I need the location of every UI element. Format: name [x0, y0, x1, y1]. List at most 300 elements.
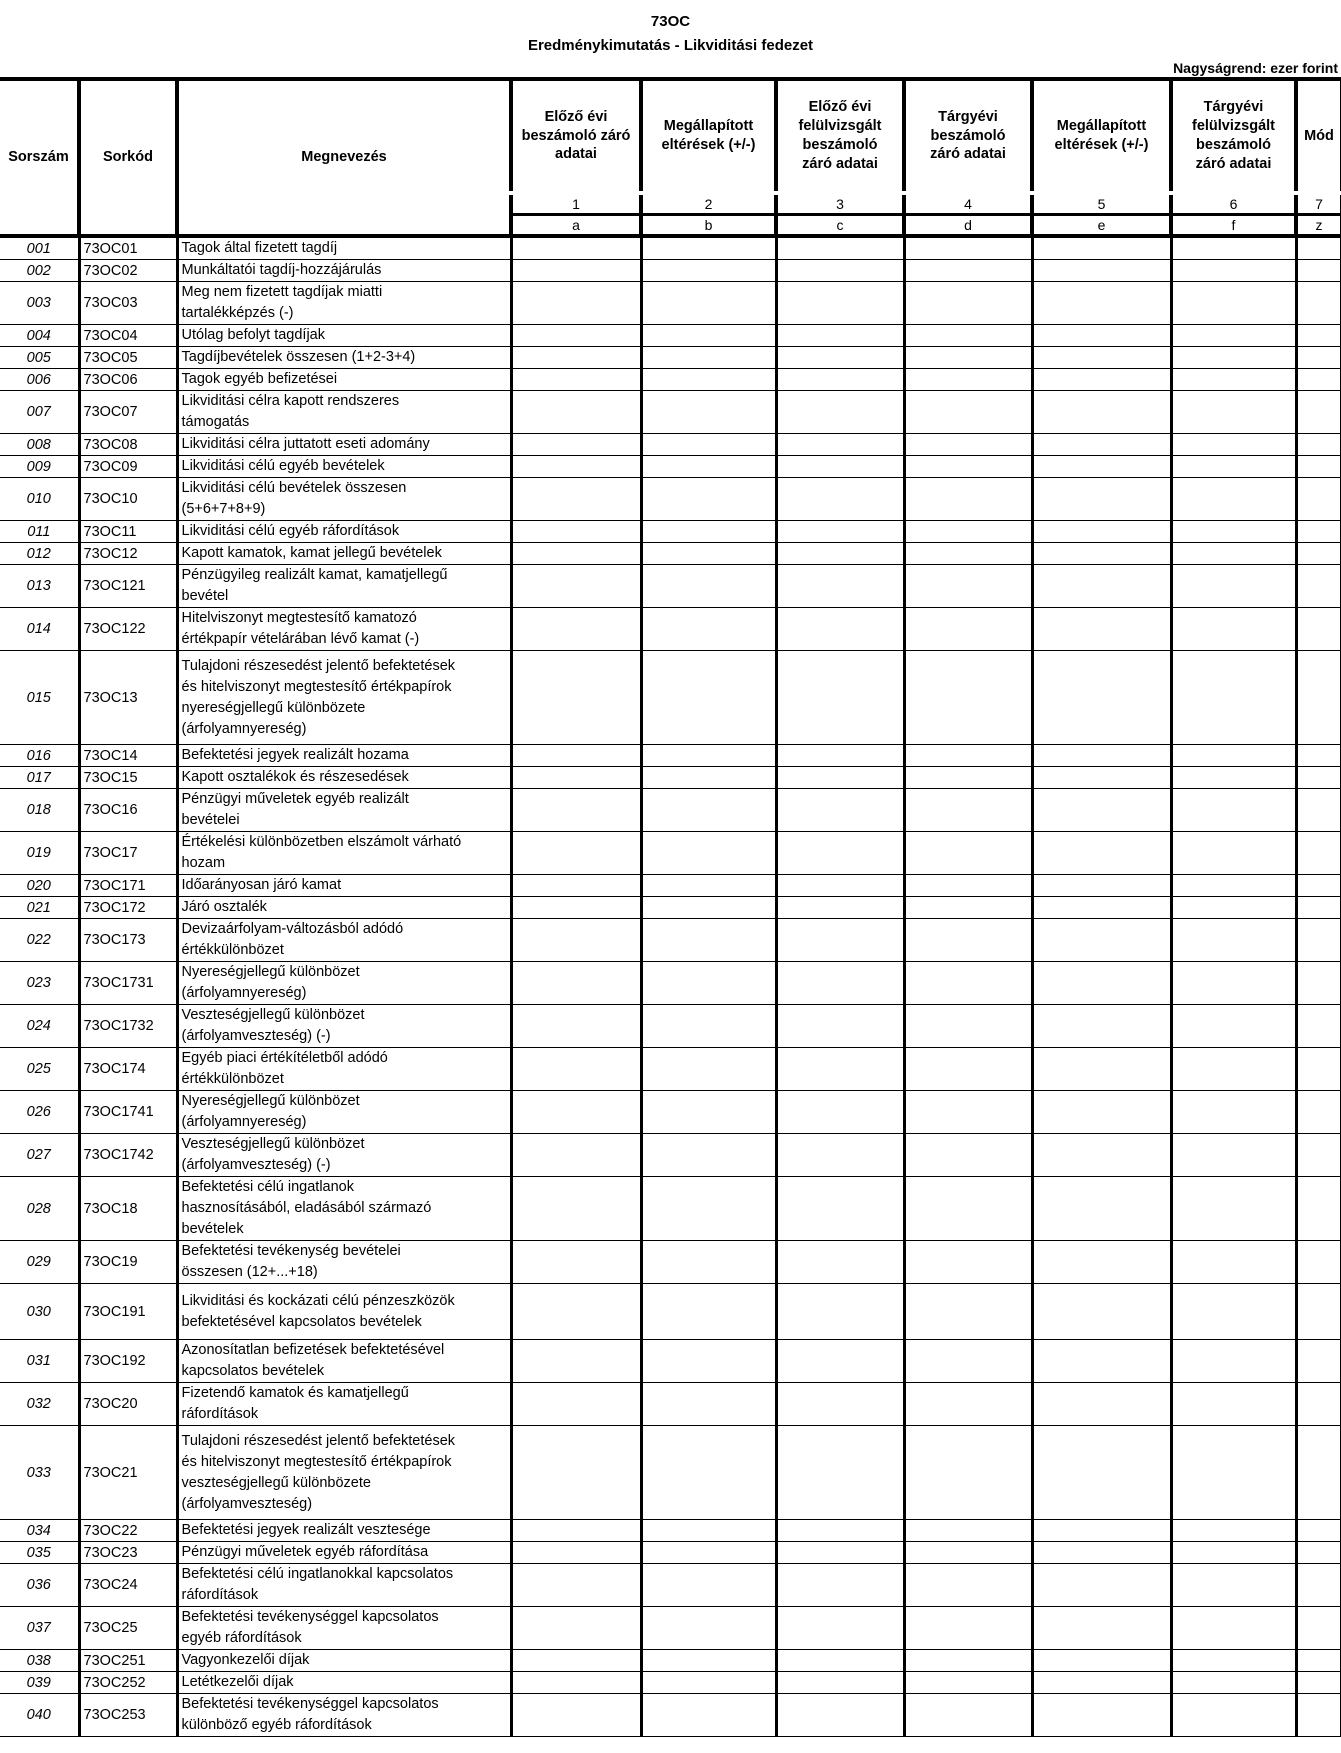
value-cell[interactable] — [641, 260, 776, 282]
value-cell[interactable] — [1032, 1048, 1171, 1091]
value-cell[interactable] — [904, 236, 1032, 260]
value-cell[interactable] — [511, 1177, 641, 1241]
value-cell[interactable] — [1032, 962, 1171, 1005]
value-cell[interactable] — [511, 832, 641, 875]
value-cell[interactable] — [1032, 260, 1171, 282]
value-cell[interactable] — [776, 543, 904, 565]
value-cell[interactable] — [1032, 521, 1171, 543]
value-cell[interactable] — [776, 1426, 904, 1520]
value-cell[interactable] — [511, 1520, 641, 1542]
value-cell[interactable] — [904, 1005, 1032, 1048]
value-cell[interactable] — [641, 962, 776, 1005]
value-cell[interactable] — [1032, 1672, 1171, 1694]
table-row — [0, 875, 1341, 897]
value-cell[interactable] — [1296, 962, 1341, 1005]
value-cell[interactable] — [776, 434, 904, 456]
value-cell[interactable] — [1032, 434, 1171, 456]
value-cell[interactable] — [641, 565, 776, 608]
value-cell[interactable] — [511, 565, 641, 608]
value-cell[interactable] — [641, 1340, 776, 1383]
value-cell[interactable] — [641, 651, 776, 745]
value-cell[interactable] — [904, 1650, 1032, 1672]
value-cell[interactable] — [511, 745, 641, 767]
value-cell[interactable] — [1296, 325, 1341, 347]
value-cell[interactable] — [1032, 282, 1171, 325]
value-cell[interactable] — [1171, 1426, 1296, 1520]
value-cell[interactable] — [1296, 1241, 1341, 1284]
value-cell[interactable] — [511, 282, 641, 325]
value-cell[interactable] — [1032, 1607, 1171, 1650]
value-cell[interactable] — [904, 565, 1032, 608]
table-row — [0, 789, 1341, 832]
value-cell[interactable] — [904, 875, 1032, 897]
value-cell[interactable] — [1296, 456, 1341, 478]
value-cell[interactable] — [776, 745, 904, 767]
value-cell[interactable] — [776, 521, 904, 543]
value-cell[interactable] — [1171, 521, 1296, 543]
row-code: 73OC252 — [79, 1672, 177, 1694]
value-cell[interactable] — [1296, 1426, 1341, 1520]
value-cell[interactable] — [1171, 1048, 1296, 1091]
row-label: Likviditási és kockázati célú pénzeszközök befektetésével kapcsolatos bevételek — [177, 1284, 511, 1340]
value-cell[interactable] — [1296, 434, 1341, 456]
row-label: Utólag befolyt tagdíjak — [177, 325, 511, 347]
value-cell[interactable] — [904, 1048, 1032, 1091]
value-cell[interactable] — [641, 1284, 776, 1340]
value-cell[interactable] — [904, 1134, 1032, 1177]
value-cell[interactable] — [904, 1426, 1032, 1520]
value-cell[interactable] — [1296, 543, 1341, 565]
value-cell[interactable] — [776, 1134, 904, 1177]
value-cell[interactable] — [641, 1564, 776, 1607]
table-row — [0, 767, 1341, 789]
value-cell[interactable] — [1296, 236, 1341, 260]
value-cell[interactable] — [511, 1134, 641, 1177]
value-cell[interactable] — [1032, 478, 1171, 521]
value-cell[interactable] — [1171, 236, 1296, 260]
value-cell[interactable] — [511, 1694, 641, 1737]
value-cell[interactable] — [904, 1177, 1032, 1241]
value-cell[interactable] — [1171, 832, 1296, 875]
value-cell[interactable] — [1296, 919, 1341, 962]
value-cell[interactable] — [904, 608, 1032, 651]
value-cell[interactable] — [1171, 1564, 1296, 1607]
value-cell[interactable] — [904, 434, 1032, 456]
value-cell[interactable] — [1296, 897, 1341, 919]
value-cell[interactable] — [1171, 789, 1296, 832]
value-cell[interactable] — [1296, 1564, 1341, 1607]
value-cell[interactable] — [776, 875, 904, 897]
value-cell[interactable] — [641, 1134, 776, 1177]
value-cell[interactable] — [1032, 608, 1171, 651]
value-cell[interactable] — [1296, 1542, 1341, 1564]
value-cell[interactable] — [776, 608, 904, 651]
value-cell[interactable] — [1032, 1694, 1171, 1737]
row-code: 73OC06 — [79, 369, 177, 391]
value-cell[interactable] — [511, 391, 641, 434]
value-cell[interactable] — [511, 521, 641, 543]
value-cell[interactable] — [904, 767, 1032, 789]
value-cell[interactable] — [641, 832, 776, 875]
value-cell[interactable] — [641, 521, 776, 543]
value-cell[interactable] — [776, 1694, 904, 1737]
value-cell[interactable] — [776, 1177, 904, 1241]
value-cell[interactable] — [1032, 1284, 1171, 1340]
value-cell[interactable] — [1296, 1694, 1341, 1737]
value-cell[interactable] — [511, 651, 641, 745]
value-cell[interactable] — [511, 1284, 641, 1340]
value-cell[interactable] — [776, 478, 904, 521]
value-cell[interactable] — [1296, 1048, 1341, 1091]
value-cell[interactable] — [1171, 745, 1296, 767]
table-row — [0, 478, 1341, 521]
row-code: 73OC172 — [79, 897, 177, 919]
value-cell[interactable] — [641, 1005, 776, 1048]
value-cell[interactable] — [511, 1340, 641, 1383]
value-cell[interactable] — [1296, 1650, 1341, 1672]
value-cell[interactable] — [641, 478, 776, 521]
value-cell[interactable] — [1171, 1091, 1296, 1134]
value-cell[interactable] — [641, 767, 776, 789]
value-cell[interactable] — [641, 897, 776, 919]
value-cell[interactable] — [1296, 1134, 1341, 1177]
value-cell[interactable] — [1171, 1672, 1296, 1694]
value-cell[interactable] — [1171, 1520, 1296, 1542]
value-cell[interactable] — [904, 282, 1032, 325]
value-cell[interactable] — [1171, 1542, 1296, 1564]
value-cell[interactable] — [904, 543, 1032, 565]
value-cell[interactable] — [776, 1672, 904, 1694]
value-cell[interactable] — [511, 1607, 641, 1650]
value-cell[interactable] — [904, 919, 1032, 962]
value-cell[interactable] — [1171, 434, 1296, 456]
value-cell[interactable] — [1171, 875, 1296, 897]
value-cell[interactable] — [904, 1564, 1032, 1607]
value-cell[interactable] — [904, 651, 1032, 745]
value-cell[interactable] — [776, 325, 904, 347]
value-cell[interactable] — [1032, 456, 1171, 478]
value-cell[interactable] — [1032, 1340, 1171, 1383]
value-cell[interactable] — [776, 832, 904, 875]
value-cell[interactable] — [511, 962, 641, 1005]
value-cell[interactable] — [1032, 745, 1171, 767]
value-cell[interactable] — [904, 962, 1032, 1005]
value-cell[interactable] — [776, 1542, 904, 1564]
value-cell[interactable] — [1032, 897, 1171, 919]
value-cell[interactable] — [1171, 543, 1296, 565]
value-cell[interactable] — [1171, 1241, 1296, 1284]
value-cell[interactable] — [776, 651, 904, 745]
value-cell[interactable] — [776, 260, 904, 282]
value-cell[interactable] — [641, 236, 776, 260]
table-row — [0, 543, 1341, 565]
value-cell[interactable] — [1296, 1383, 1341, 1426]
row-code: 73OC15 — [79, 767, 177, 789]
value-cell[interactable] — [641, 1177, 776, 1241]
value-cell[interactable] — [641, 456, 776, 478]
value-cell[interactable] — [1171, 1650, 1296, 1672]
value-cell[interactable] — [511, 875, 641, 897]
value-cell[interactable] — [1171, 478, 1296, 521]
value-cell[interactable] — [1032, 1426, 1171, 1520]
value-cell[interactable] — [1296, 745, 1341, 767]
value-cell[interactable] — [776, 1284, 904, 1340]
value-cell[interactable] — [776, 347, 904, 369]
value-cell[interactable] — [1296, 1607, 1341, 1650]
value-cell[interactable] — [1171, 1177, 1296, 1241]
value-cell[interactable] — [641, 1650, 776, 1672]
value-cell[interactable] — [776, 1048, 904, 1091]
value-cell[interactable] — [511, 1005, 641, 1048]
value-cell[interactable] — [1296, 1091, 1341, 1134]
value-cell[interactable] — [511, 236, 641, 260]
value-cell[interactable] — [511, 1650, 641, 1672]
value-cell[interactable] — [1171, 1284, 1296, 1340]
value-cell[interactable] — [1171, 1134, 1296, 1177]
value-cell[interactable] — [1032, 236, 1171, 260]
value-cell[interactable] — [904, 369, 1032, 391]
value-cell[interactable] — [1032, 1650, 1171, 1672]
value-cell[interactable] — [1296, 608, 1341, 651]
value-cell[interactable] — [1032, 1564, 1171, 1607]
value-cell[interactable] — [641, 391, 776, 434]
value-cell[interactable] — [1171, 767, 1296, 789]
value-cell[interactable] — [1296, 1340, 1341, 1383]
value-cell[interactable] — [904, 1091, 1032, 1134]
value-cell[interactable] — [776, 1650, 904, 1672]
value-cell[interactable] — [1296, 565, 1341, 608]
value-cell[interactable] — [904, 521, 1032, 543]
value-cell[interactable] — [904, 478, 1032, 521]
value-cell[interactable] — [1296, 832, 1341, 875]
value-cell[interactable] — [1032, 1241, 1171, 1284]
value-cell[interactable] — [511, 1542, 641, 1564]
row-number: 003 — [0, 282, 79, 325]
value-cell[interactable] — [904, 1383, 1032, 1426]
value-cell[interactable] — [1296, 1672, 1341, 1694]
value-cell[interactable] — [1296, 1005, 1341, 1048]
value-cell[interactable] — [1296, 789, 1341, 832]
value-cell[interactable] — [1171, 456, 1296, 478]
value-cell[interactable] — [641, 919, 776, 962]
value-cell[interactable] — [776, 962, 904, 1005]
value-cell[interactable] — [1032, 1177, 1171, 1241]
value-cell[interactable] — [904, 1241, 1032, 1284]
value-cell[interactable] — [511, 325, 641, 347]
value-cell[interactable] — [641, 745, 776, 767]
value-cell[interactable] — [1032, 325, 1171, 347]
row-number: 002 — [0, 260, 79, 282]
value-cell[interactable] — [1171, 1383, 1296, 1426]
value-cell[interactable] — [776, 1607, 904, 1650]
value-cell[interactable] — [776, 767, 904, 789]
value-cell[interactable] — [776, 1564, 904, 1607]
value-cell[interactable] — [641, 1048, 776, 1091]
value-cell[interactable] — [1171, 651, 1296, 745]
value-cell[interactable] — [511, 1048, 641, 1091]
value-cell[interactable] — [776, 919, 904, 962]
value-cell[interactable] — [641, 282, 776, 325]
value-cell[interactable] — [776, 565, 904, 608]
value-cell[interactable] — [1032, 391, 1171, 434]
value-cell[interactable] — [776, 897, 904, 919]
value-cell[interactable] — [511, 369, 641, 391]
value-cell[interactable] — [1171, 391, 1296, 434]
value-cell[interactable] — [904, 1694, 1032, 1737]
value-cell[interactable] — [1032, 369, 1171, 391]
table-row — [0, 745, 1341, 767]
value-cell[interactable] — [511, 1426, 641, 1520]
value-cell[interactable] — [511, 789, 641, 832]
col-number: 5 — [1032, 193, 1171, 215]
value-cell[interactable] — [1171, 325, 1296, 347]
value-cell[interactable] — [641, 875, 776, 897]
value-cell[interactable] — [641, 1672, 776, 1694]
value-cell[interactable] — [776, 1383, 904, 1426]
value-cell[interactable] — [1296, 521, 1341, 543]
value-cell[interactable] — [641, 434, 776, 456]
row-label: Kapott osztalékok és részesedések — [177, 767, 511, 789]
value-cell[interactable] — [1032, 789, 1171, 832]
value-cell[interactable] — [641, 347, 776, 369]
value-cell[interactable] — [1296, 1520, 1341, 1542]
value-cell[interactable] — [1032, 1542, 1171, 1564]
value-cell[interactable] — [641, 789, 776, 832]
value-cell[interactable] — [904, 1542, 1032, 1564]
value-cell[interactable] — [511, 478, 641, 521]
value-cell[interactable] — [511, 434, 641, 456]
value-cell[interactable] — [776, 1005, 904, 1048]
value-cell[interactable] — [904, 1607, 1032, 1650]
value-cell[interactable] — [1296, 260, 1341, 282]
value-cell[interactable] — [641, 369, 776, 391]
value-cell[interactable] — [1032, 1005, 1171, 1048]
value-cell[interactable] — [1171, 919, 1296, 962]
value-cell[interactable] — [511, 1091, 641, 1134]
col-header-sorkod: Sorkód — [79, 79, 177, 236]
value-cell[interactable] — [1296, 369, 1341, 391]
col-number: 2 — [641, 193, 776, 215]
value-cell[interactable] — [776, 1340, 904, 1383]
value-cell[interactable] — [1296, 767, 1341, 789]
value-cell[interactable] — [904, 1520, 1032, 1542]
value-cell[interactable] — [904, 789, 1032, 832]
value-cell[interactable] — [641, 1520, 776, 1542]
value-cell[interactable] — [776, 282, 904, 325]
value-cell[interactable] — [1171, 962, 1296, 1005]
value-cell[interactable] — [1171, 1607, 1296, 1650]
value-cell[interactable] — [1032, 919, 1171, 962]
value-cell[interactable] — [641, 1383, 776, 1426]
value-cell[interactable] — [1171, 369, 1296, 391]
value-cell[interactable] — [1296, 391, 1341, 434]
value-cell[interactable] — [776, 391, 904, 434]
value-cell[interactable] — [1032, 832, 1171, 875]
value-cell[interactable] — [904, 832, 1032, 875]
value-cell[interactable] — [1171, 1005, 1296, 1048]
value-cell[interactable] — [904, 260, 1032, 282]
value-cell[interactable] — [1296, 875, 1341, 897]
value-cell[interactable] — [1171, 347, 1296, 369]
value-cell[interactable] — [511, 1564, 641, 1607]
value-cell[interactable] — [1296, 1284, 1341, 1340]
value-cell[interactable] — [641, 1241, 776, 1284]
value-cell[interactable] — [511, 1672, 641, 1694]
value-cell[interactable] — [641, 543, 776, 565]
value-cell[interactable] — [1032, 1383, 1171, 1426]
value-cell[interactable] — [776, 1520, 904, 1542]
value-cell[interactable] — [1032, 1520, 1171, 1542]
value-cell[interactable] — [1296, 478, 1341, 521]
value-cell[interactable] — [1171, 1340, 1296, 1383]
value-cell[interactable] — [641, 1426, 776, 1520]
value-cell[interactable] — [641, 1607, 776, 1650]
value-cell[interactable] — [1032, 767, 1171, 789]
value-cell[interactable] — [641, 1091, 776, 1134]
value-cell[interactable] — [904, 1340, 1032, 1383]
value-cell[interactable] — [1296, 1177, 1341, 1241]
value-cell[interactable] — [1032, 565, 1171, 608]
value-cell[interactable] — [511, 456, 641, 478]
value-cell[interactable] — [511, 897, 641, 919]
value-cell[interactable] — [1032, 543, 1171, 565]
value-cell[interactable] — [1032, 1134, 1171, 1177]
value-cell[interactable] — [511, 1383, 641, 1426]
value-cell[interactable] — [904, 347, 1032, 369]
value-cell[interactable] — [1032, 347, 1171, 369]
row-code: 73OC1732 — [79, 1005, 177, 1048]
value-cell[interactable] — [904, 391, 1032, 434]
value-cell[interactable] — [904, 456, 1032, 478]
value-cell[interactable] — [641, 1542, 776, 1564]
value-cell[interactable] — [904, 1284, 1032, 1340]
value-cell[interactable] — [511, 767, 641, 789]
value-cell[interactable] — [776, 369, 904, 391]
value-cell[interactable] — [1032, 651, 1171, 745]
value-cell[interactable] — [1171, 1694, 1296, 1737]
value-cell[interactable] — [1296, 282, 1341, 325]
value-cell[interactable] — [776, 1091, 904, 1134]
value-cell[interactable] — [1296, 651, 1341, 745]
value-cell[interactable] — [641, 1694, 776, 1737]
value-cell[interactable] — [641, 325, 776, 347]
value-cell[interactable] — [904, 745, 1032, 767]
value-cell[interactable] — [641, 608, 776, 651]
value-cell[interactable] — [904, 1672, 1032, 1694]
value-cell[interactable] — [776, 456, 904, 478]
value-cell[interactable] — [511, 608, 641, 651]
value-cell[interactable] — [511, 260, 641, 282]
value-cell[interactable] — [1032, 875, 1171, 897]
value-cell[interactable] — [904, 897, 1032, 919]
value-cell[interactable] — [511, 347, 641, 369]
value-cell[interactable] — [511, 543, 641, 565]
value-cell[interactable] — [1171, 608, 1296, 651]
value-cell[interactable] — [776, 789, 904, 832]
value-cell[interactable] — [1171, 260, 1296, 282]
value-cell[interactable] — [1296, 347, 1341, 369]
value-cell[interactable] — [776, 236, 904, 260]
value-cell[interactable] — [511, 919, 641, 962]
value-cell[interactable] — [776, 1241, 904, 1284]
row-number: 040 — [0, 1694, 79, 1737]
value-cell[interactable] — [1171, 565, 1296, 608]
value-cell[interactable] — [1171, 897, 1296, 919]
value-cell[interactable] — [511, 1241, 641, 1284]
value-cell[interactable] — [1171, 282, 1296, 325]
value-cell[interactable] — [1032, 1091, 1171, 1134]
value-cell[interactable] — [904, 325, 1032, 347]
